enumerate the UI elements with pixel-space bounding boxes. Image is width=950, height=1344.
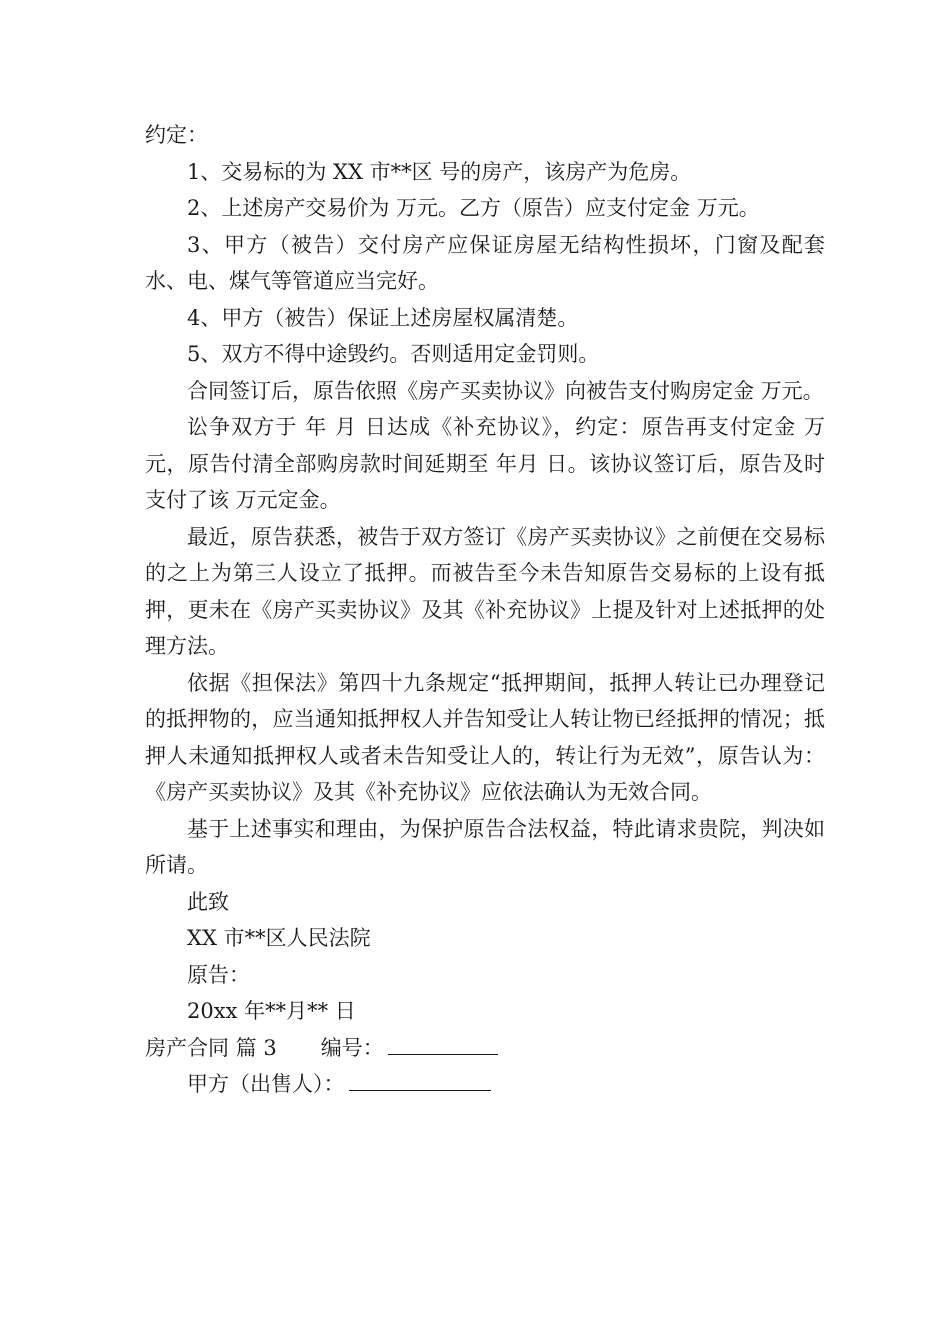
clause-5: 5、双方不得中途毁约。否则适用定金罚则。: [187, 342, 600, 366]
seller-line: [145, 1066, 825, 1103]
paragraph-legal-basis: 依据《担保法》第四十九条规定“抵押期间，抵押人转让已办理登记的抵押物的，应当通知抵押权人并告知受让人转让物已经抵押的情况；抵押人未通知抵押权人或者未告知受让人的，转让行为无效”，原告认为：《房产买卖协议》及其《补充协议》应依法确认为无效合同。: [145, 670, 825, 804]
clause-2: 2、上述房产交易价为 万元。乙方（原告）应支付定金 万元。: [187, 196, 760, 220]
clause-3: 3、甲方（被告）交付房产应保证房屋无结构性损坏，门窗及配套水、电、煤气等管道应当完好。: [145, 232, 825, 293]
paragraph-request: 基于上述事实和理由，为保护原告合法权益，特此请求贵院，判决如所请。: [145, 816, 825, 877]
number-label: 编号：: [320, 1035, 384, 1060]
seller-label: 甲方（出售人）：: [187, 1072, 345, 1096]
paragraph-deposit: 合同签订后，原告依照《房产买卖协议》向被告支付购房定金 万元。: [187, 378, 824, 403]
opening-line: 约定：: [145, 123, 208, 147]
seller-blank: [349, 1068, 491, 1091]
section-header-line: [145, 1030, 825, 1067]
section-title: 房产合同 篇 3: [145, 1035, 277, 1060]
plaintiff-label: 原告：: [187, 962, 250, 987]
salutation: 此致: [187, 889, 229, 914]
clause-1: 1、交易标的为 XX 市**区 号的房产，该房产为危房。: [187, 159, 692, 184]
document-body: [145, 117, 825, 1103]
clause-4: 4、甲方（被告）保证上述房屋权属清楚。: [187, 305, 579, 330]
number-blank: [388, 1032, 498, 1055]
paragraph-supplement: 讼争双方于 年 月 日达成《补充协议》，约定：原告再支付定金 万元，原告付清全部购房款时间延期至 年月 日。该协议签订后，原告及时支付了该 万元定金。: [145, 415, 825, 512]
date-line: 20xx 年**月** 日: [187, 999, 356, 1023]
court-name: XX 市**区人民法院: [187, 926, 371, 950]
paragraph-mortgage: 最近，原告获悉，被告于双方签订《房产买卖协议》之前便在交易标的之上为第三人设立了抵押。而被告至今未告知原告交易标的上设有抵押，更未在《房产买卖协议》及其《补充协议》上提及针对上述抵押的处理方法。: [145, 524, 825, 658]
